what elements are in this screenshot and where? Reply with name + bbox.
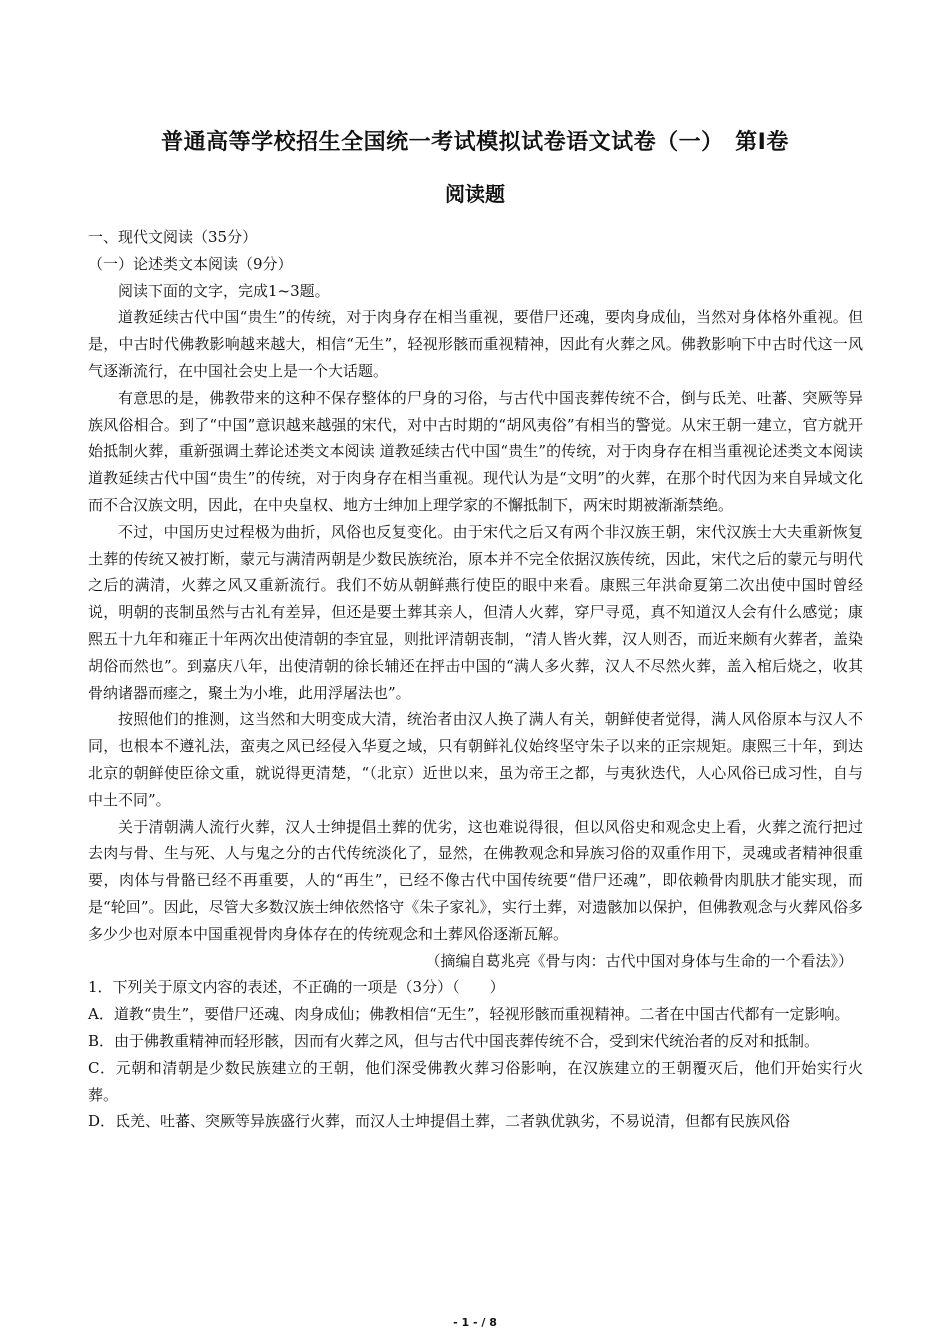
page-content — [88, 224, 863, 1135]
reading-instruction: 阅读下面的文字，完成1~3题。 — [118, 281, 330, 300]
page-number: - 1 - / 8 — [453, 1316, 497, 1329]
question-1-option-c: C．元朝和清朝是少数民族建立的王朝，他们深受佛教火葬习俗影响，在汉族建立的王朝覆灭后，他们开始实行火葬。 — [88, 1058, 863, 1104]
section-title: 阅读题 — [445, 182, 505, 206]
subsection-heading: （一）论述类文本阅读（9分） — [88, 254, 293, 273]
question-1-option-d: D．氐羌、吐蕃、突厥等异族盛行火葬，而汉人士坤提倡土葬，二者孰优孰劣，不易说清，但都有民族风俗 — [88, 1112, 791, 1131]
passage-paragraph-1: 道教延续古代中国“贵生”的传统，对于肉身存在相当重视，要借尸还魂，要肉身成仙，当然对身体格外重视。但是，中古时代佛教影响越来越大，相信“无生”，轻视形骸而重视精神，因此有火葬之风。佛教影响下中古时代这一风气逐渐流行，在中国社会史上是一个大话题。 — [88, 308, 863, 380]
question-1-option-b: B．由于佛教重精神而轻形骸，因而有火葬之风，但与古代中国丧葬传统不合，受到宋代统治者的反对和抵制。 — [88, 1031, 820, 1050]
passage-paragraph-5: 关于清朝满人流行火葬，汉人士绅提倡土葬的优劣，这也难说得很，但以风俗史和观念史上看，火葬之流行把过去肉与骨、生与死、人与鬼之分的古代传统淡化了，显然，在佛教观念和异族习俗的双重作用下，灵魂或者精神很重要，肉体与骨骼已经不再重要，人的“再生”，已经不像古代中国传统要“借尸还魂”，即依赖骨肉肌肤才能实现，而是“轮回”。因此，尽管大多数汉族士绅依然恪守《朱子家礼》，实行土葬，对遗骸加以保护，但佛教观念与火葬风俗多多少少也对原本中国重视骨肉身体存在的传统观念和土葬风俗逐渐瓦解。 — [88, 817, 863, 943]
passage-source: （摘编自葛兆亮《骨与肉：古代中国对身体与生命的一个看法》） — [425, 951, 853, 970]
section-heading: 一、现代文阅读（35分） — [88, 228, 258, 246]
question-1-option-a: A．道教“贵生”，要借尸还魂、肉身成仙；佛教相信“无生”，轻视形骸而重视精神。二者在中国古代都有一定影响。 — [88, 1005, 850, 1024]
question-1-stem: 1．下列关于原文内容的表述，不正确的一项是（3分）（ ） — [88, 978, 505, 997]
passage-paragraph-3: 不过，中国历史过程极为曲折，风俗也反复变化。由于宋代之后又有两个非汉族王朝，宋代汉族士大夫重新恢复土葬的传统又被打断，蒙元与满清两朝是少数民族统治，原本并不完全依据汉族传统，因此，宋代之后的蒙元与明代之后的满清，火葬之风又重新流行。我们不妨从朝鲜燕行使臣的眼中来看。康熙三年洪命夏第二次出使中国时曾经说，明朝的丧制虽然与古礼有差异，但还是要土葬其亲人，但清人火葬，穿尸寻觅，真不知道汉人会有什么感觉；康熙五十九年和雍正十年两次出使清朝的李宜显，则批评清朝丧制，“清人皆火葬，汉人则否，而近来颇有火葬者，盖染胡俗而然也”。到嘉庆八年，出使清朝的徐长辅还在抨击中国的“满人多火葬，汉人不尽然火葬，盖入棺后烧之，收其骨纳诸器而瘗之，聚土为小堆，此用浮屠法也”。 — [88, 522, 863, 702]
passage-paragraph-4: 按照他们的推测，这当然和大明变成大清，统治者由汉人换了满人有关，朝鲜使者觉得，满人风俗原本与汉人不同，也根本不遵礼法，蛮夷之风已经侵入华夏之域，只有朝鲜礼仪始终坚守朱子以来的正宗规矩。康熙三十年，到达北京的朝鲜使臣徐文重，就说得更清楚，“（北京）近世以来，虽为帝王之都，与夷狄迭代，人心风俗已成习性，自与中土不同”。 — [88, 710, 863, 809]
passage-paragraph-2: 有意思的是，佛教带来的这种不保存整体的尸身的习俗，与古代中国丧葬传统不合，倒与氐羌、吐蕃、突厥等异族风俗相合。到了“中国”意识越来越强的宋代，对中古时期的“胡风夷俗”有相当的警觉。从宋王朝一建立，官方就开始抵制火葬，重新强调土葬论述类文本阅读 道教延续古代中国“贵生”的传统，对于肉身存在相当重视论述类文本阅读 道教延续古代中国“贵生”的传统，对于肉身存在相当重视。现代认为是“文明”的火葬，在那个时代因为来自异域文化而不合汉族文明，因此，在中央皇权、地方士绅加上理学家的不懈抵制下，两宋时期被渐渐禁绝。 — [88, 388, 863, 514]
exam-title: 普通高等学校招生全国统一考试模拟试卷语文试卷（一） 第Ⅰ卷 — [161, 130, 789, 155]
